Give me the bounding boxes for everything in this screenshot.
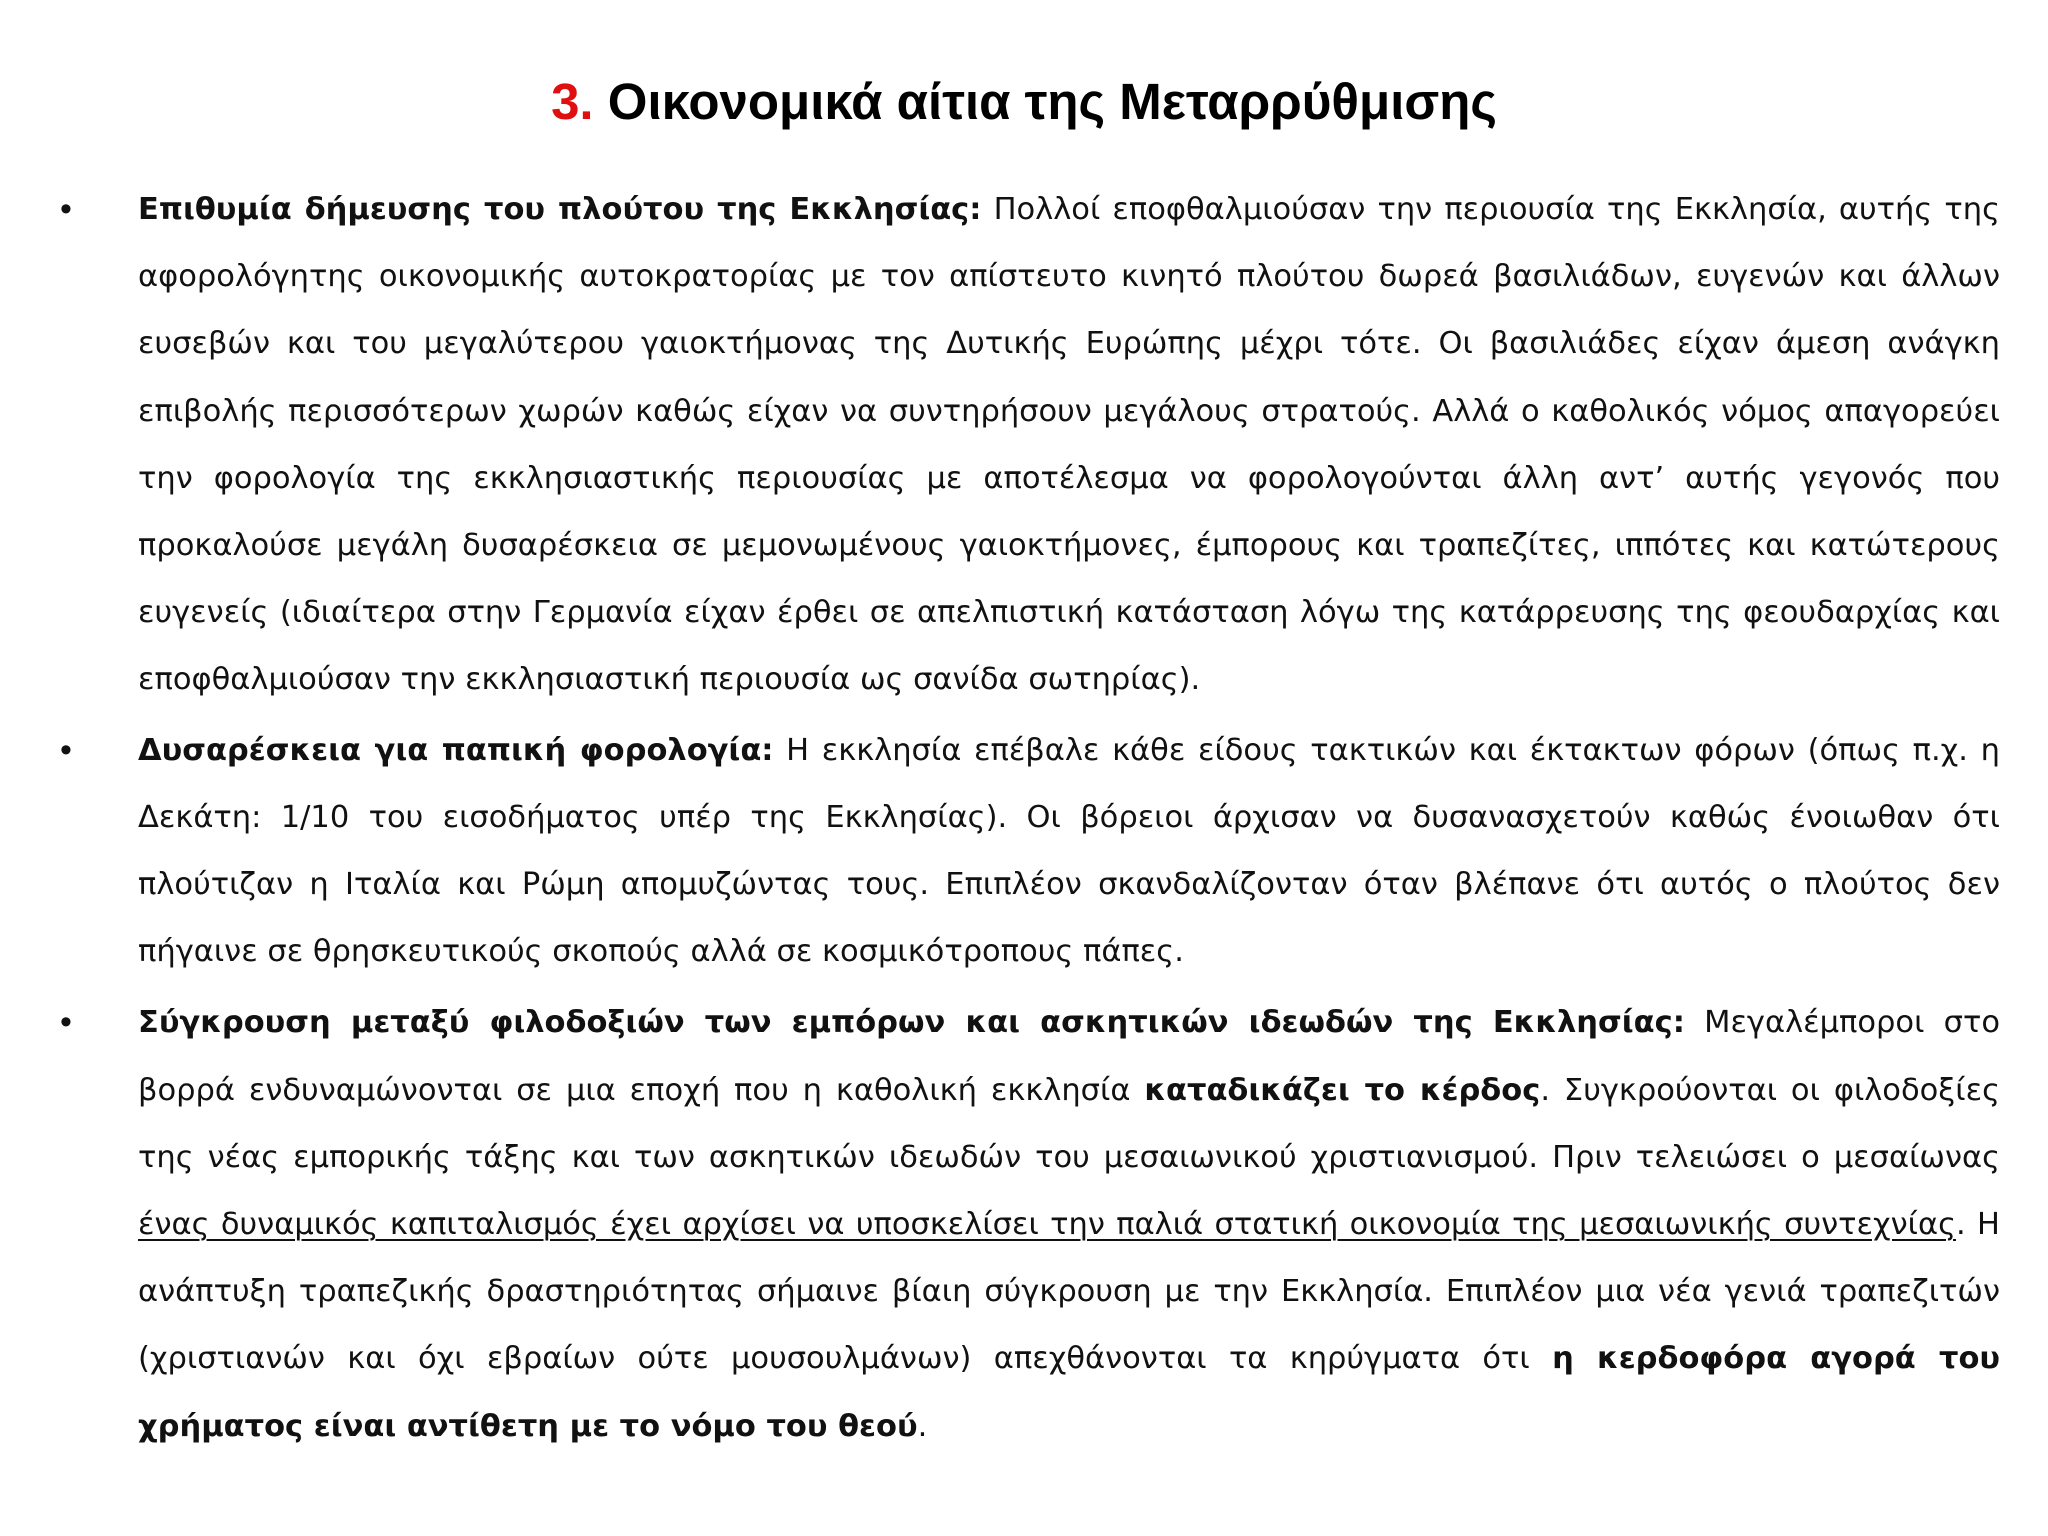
item-heading: Επιθυμία δήμευσης του πλούτου της Εκκλησίας:: [138, 192, 982, 227]
list-item-confiscation: [60, 176, 2000, 714]
item-text: Πολλοί εποφθαλμιούσαν την περιουσία της Εκκλησία, αυτής της αφορολόγητης οικονομικής αυτοκρατορίας με τον απίστευτο κινητό πλούτου δωρεά βασιλιάδων, ευγενών και άλλων ευσεβών και του μεγαλύτερου γαιοκτήμονας της Δυτικής Ευρώπης μέχρι τότε. Οι βασιλιάδες είχαν άμεση ανάγκη επιβολής περισσότερων χωρών καθώς είχαν να συντηρήσουν μεγάλους στρατούς. Αλλά ο καθολικός νόμος απαγορεύει την φορολογία της εκκλησιαστικής περιουσίας με αποτέλεσμα να φορολογούνται άλλη αντ’ αυτής γεγονός που προκαλούσε μεγάλη δυσαρέσκεια σε μεμονωμένους γαιοκτήμονες, έμπορους και τραπεζίτες, ιππότες και κατώτερους ευγενείς (ιδιαίτερα στην Γερμανία είχαν έρθει σε απελπιστική κατάσταση λόγω της κατάρρευσης της φεουδαρχίας και εποφθαλμιούσαν την εκκλησιαστική περιουσία ως σανίδα σωτηρίας).: [138, 192, 2000, 698]
title-text: Οικονομικά αίτια της Μεταρρύθμισης: [607, 73, 1497, 130]
bullet-list: [60, 176, 2001, 1461]
item-text: Μεγαλέμποροι στο βορρά ενδυναμώνονται σε μια εποχή που η καθολική εκκλησία: [138, 1005, 2000, 1108]
bullet-icon: •: [60, 1003, 72, 1042]
item-text: . Συγκρούονται οι φιλοδοξίες της νέας εμπορικής τάξης και των ασκητικών ιδεωδών του μεσαιωνικού χριστιανισμού. Πριν τελειώσει ο μεσαίωνας: [138, 1072, 2001, 1175]
title-number: 3.: [551, 73, 594, 130]
bullet-icon: •: [60, 190, 72, 228]
item-text: .: [917, 1408, 928, 1444]
bullet-icon: •: [60, 730, 72, 769]
item-heading: Δυσαρέσκεια για παπική φορολογία:: [138, 732, 774, 768]
underlined-capitalism: ένας δυναμικός καπιταλισμός έχει αρχίσει να υποσκελίσει την παλιά στατική οικονομία της μεσαιωνικής συντεχνίας: [138, 1207, 1957, 1243]
page-title: [0, 66, 2048, 138]
emphasis-gods-law: η κερδοφόρα αγορά του χρήματος είναι αντίθετη με το νόμο του θεού: [138, 1341, 2000, 1444]
emphasis-profit: καταδικάζει το κέρδος: [1144, 1072, 1541, 1108]
item-text: Η εκκλησία επέβαλε κάθε είδους τακτικών και έκτακτων φόρων (όπως π.χ. η Δεκάτη: 1/10 του εισοδήματος υπέρ της Εκκλησίας). Οι βόρειοι άρχισαν να δυσανασχετούν καθώς ένοιωθαν ότι πλούτιζαν η Ιταλία και Ρώμη απομυζώντας τους. Επιπλέον σκανδαλίζονταν όταν βλέπανε ότι αυτός ο πλούτος δεν πήγαινε σε θρησκευτικούς σκοπούς αλλά σε κοσμικότροπους πάπες.: [138, 732, 2000, 970]
list-item-papal-taxation: [60, 717, 2000, 986]
list-item-merchants-conflict: [60, 989, 2001, 1459]
item-heading: Σύγκρουση μεταξύ φιλοδοξιών των εμπόρων και ασκητικών ιδεωδών της Εκκλησίας:: [138, 1005, 1685, 1041]
item-text: . Η ανάπτυξη τραπεζικής δραστηριότητας σήμαινε βίαιη σύγκρουση με την Εκκλησία. Επιπλέον μια νέα γενιά τραπεζιτών (χριστιανών και όχι εβραίων ούτε μουσουλμάνων) απεχθάνονται τα κηρύγματα ότι: [138, 1207, 2000, 1377]
